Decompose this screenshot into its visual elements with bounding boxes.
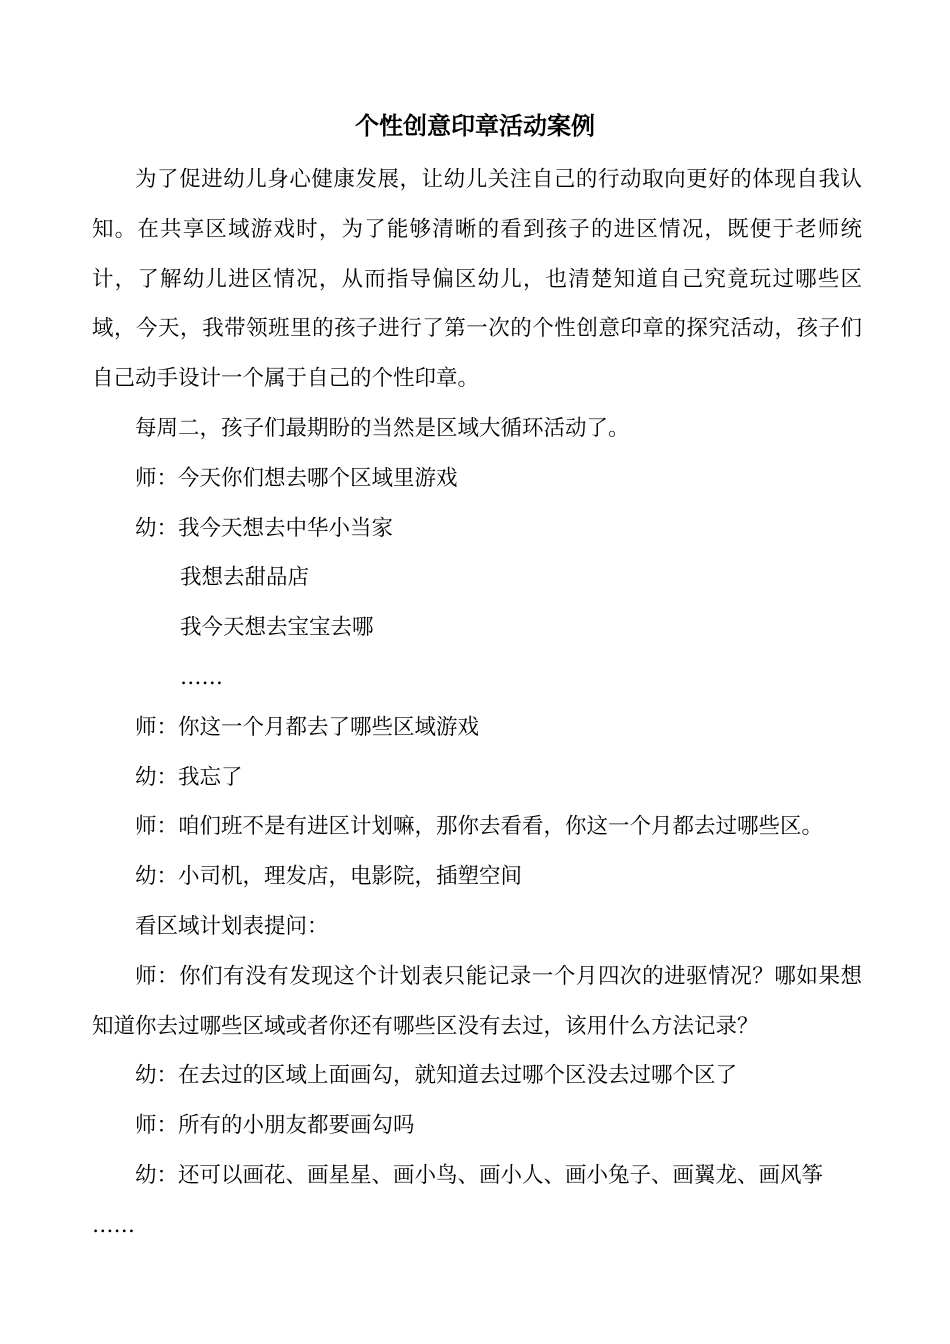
intro-paragraph: 为了促进幼儿身心健康发展，让幼儿关注自己的行动取向更好的体现自我认知。在共享区域游戏时，为了能够清晰的看到孩子的进区情况，既便于老师统计，了解幼儿进区情况，从而指导偏区幼儿，也清楚知道自己究竟玩过哪些区域，今天，我带领班里的孩子进行了第一次的个性创意印章的探究活动，孩子们自己动手设计一个属于自己的个性印章。 [92, 167, 862, 392]
dialogue-line-8: 师：咱们班不是有进区计划嘛，那你去看看，你这一个月都去过哪些区。 [135, 814, 824, 840]
paragraph-tuesday: 每周二，孩子们最期盼的当然是区域大循环活动了。 [135, 415, 630, 441]
ellipsis-line-2: …… [92, 1212, 135, 1238]
dialogue-line-9: 幼：小司机，理发店，电影院，插塑空间 [135, 864, 523, 890]
document-body [92, 155, 862, 1251]
dialogue-line-4: 我今天想去宝宝去哪 [180, 615, 374, 641]
dialogue-line-13: 师：所有的小朋友都要画勾吗 [135, 1113, 415, 1139]
dialogue-line-2: 幼：我今天想去中华小当家 [135, 515, 394, 541]
dialogue-line-6: 师：你这一个月都去了哪些区域游戏 [135, 714, 480, 740]
dialogue-line-11: 师：你们有没有发现这个计划表只能记录一个月四次的进驱情况？哪如果想知道你去过哪些区域或者你还有哪些区没有去过，该用什么方法记录？ [92, 963, 862, 1039]
dialogue-line-1: 师：今天你们想去哪个区域里游戏 [135, 465, 458, 491]
dialogue-line-10: 看区域计划表提问： [135, 913, 329, 939]
document-title: 个性创意印章活动案例 [355, 111, 595, 140]
dialogue-line-7: 幼：我忘了 [135, 764, 243, 790]
dialogue-line-12: 幼：在去过的区域上面画勾，就知道去过哪个区没去过哪个区了 [135, 1063, 738, 1089]
dialogue-line-3: 我想去甜品店 [180, 565, 310, 591]
ellipsis-line-1: …… [180, 664, 223, 690]
dialogue-line-14: 幼：还可以画花、画星星、画小鸟、画小人、画小兔子、画翼龙、画风筝 [135, 1162, 824, 1188]
